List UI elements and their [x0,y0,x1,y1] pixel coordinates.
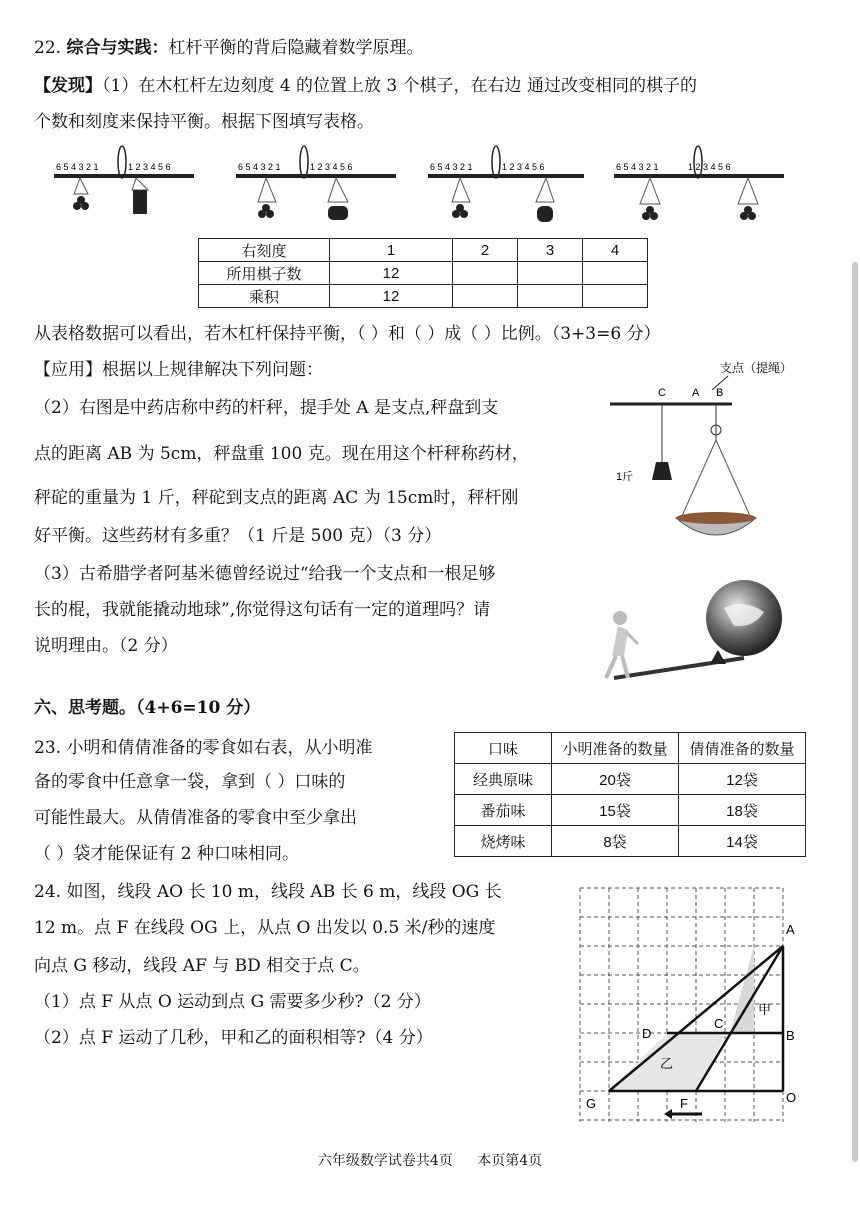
lever-hanger [118,146,126,178]
row-label: 右刻度 [199,239,330,262]
table-row [199,239,648,262]
point-c-label: C [658,387,666,399]
p3-line-2: 长的棍，我就能撬动地球”,你觉得这句话有一定的道理吗？请 [34,600,491,620]
lever-3 [428,146,584,222]
pan-string-left [682,440,716,516]
answer-cell[interactable] [582,262,647,285]
point-a-label: A [692,387,700,399]
lever-bar [428,174,584,178]
table-cell: 12 [330,285,453,308]
table-cell: 经典原味 [455,764,552,795]
table-row [199,285,648,308]
table-cell: 烧烤味 [455,826,552,857]
conclusion-text: 从表格数据可以看出，若木杠杆保持平衡，（ ）和（ ）成（ ）比例。（3+3=6 分） [34,324,661,344]
table-cell: 18袋 [679,795,806,826]
apply-heading: 【应用】根据以上规律解决下列问题： [34,360,323,380]
steelyard-diagram [600,356,840,556]
discover-line-1 [34,72,824,100]
q24-line-2: 12 m。点 F 在线段 OG 上，从点 O 出发以 0.5 米/秒的速度 [34,918,496,938]
q23-line-2: 备的零食中任意拿一袋，拿到（ ）口味的 [34,772,346,792]
table-header-row [455,733,806,764]
scrollbar[interactable] [852,262,858,1162]
table-cell: 8袋 [552,826,679,857]
table-row [455,795,806,826]
q22-title [34,34,824,62]
p3-line-1: （3）古希腊学者阿基米德曾经说过“给我一个支点和一根足够 [34,564,496,584]
p3-line-3: 说明理由。（2 分） [34,636,178,656]
lever-2 [236,146,396,220]
scale-labels-right: 1 2 3 4 5 6 [688,162,731,172]
answer-cell[interactable] [518,285,583,308]
table-row [199,262,648,285]
scale-labels-left: 6 5 4 3 2 1 [56,162,99,172]
discover-line-2: 个数和刻度来保持平衡。根据下图填写表格。 [34,112,374,132]
snack-table [454,732,806,857]
table-cell: 15袋 [552,795,679,826]
lever-diagrams [40,140,800,235]
label-a: A [786,922,795,937]
right-pieces [328,206,348,220]
column-header: 小明准备的数量 [552,733,679,764]
answer-cell[interactable] [518,262,583,285]
table-cell: 1 [330,239,453,262]
label-c: C [714,1016,724,1031]
label-d: D [642,1026,652,1041]
q24-line-5: （2）点 F 运动了几秒，甲和乙的面积相等?（4 分） [34,1028,433,1048]
scale-labels-left: 6 5 4 3 2 1 [238,162,281,172]
discover-label: 【发现】 [34,76,102,96]
region-jia [730,946,754,1033]
scale-labels-left: 6 5 4 3 2 1 [430,162,473,172]
lever-table [198,238,648,308]
label-o: O [786,1090,797,1105]
person-icon [613,611,627,625]
table-row [455,764,806,795]
footer-page-number: 本页第4页 [477,1153,543,1169]
scale-labels-left: 6 5 4 3 2 1 [616,162,659,172]
fulcrum-label: 支点（提绳） [720,361,793,375]
scale-labels-right: 1 2 3 4 5 6 [310,162,353,172]
herbs [676,512,756,524]
table-cell: 14袋 [679,826,806,857]
q23-line-1: 23. 小明和倩倩准备的零食如右表，从小明准 [34,738,373,758]
lever-bar [236,174,396,178]
column-header: 口味 [455,733,552,764]
answer-cell[interactable] [582,285,647,308]
page-footer [0,1150,860,1170]
left-string [74,178,88,194]
section6-heading: 六、思考题。（4+6=10 分） [34,698,261,718]
label-jia: 甲 [758,1002,772,1017]
table-row [455,826,806,857]
weight-icon [652,462,672,480]
table-cell: 2 [453,239,518,262]
archimedes-illustration [594,578,794,688]
table-cell: 12袋 [679,764,806,795]
answer-cell[interactable] [453,285,518,308]
q23-line-3: 可能性最大。从倩倩准备的零食中至少拿出 [34,808,357,828]
column-header: 倩倩准备的数量 [679,733,806,764]
scale-labels-right: 1 2 3 4 5 6 [502,162,545,172]
table-cell: 4 [582,239,647,262]
table-cell: 3 [518,239,583,262]
answer-cell[interactable] [453,262,518,285]
pan-string-right [716,440,750,516]
q24-line-1: 24. 如图，线段 AO 长 10 m，线段 AB 长 6 m，线段 OG 长 [34,882,502,902]
label-b: B [786,1028,795,1043]
footer-total-pages: 六年级数学试卷共4页 [317,1153,453,1169]
p2-line-3: 秤砣的重量为 1 斤，秤砣到支点的距离 AC 为 15cm时，秤杆刚 [34,488,519,508]
p2-line-1: （2）右图是中药店称中药的杆秤，提手处 A 是支点,秤盘到支 [34,398,499,418]
q24-line-3: 向点 G 移动，线段 AF 与 BD 相交于点 C。 [34,956,370,976]
q23-line-4: （ ）袋才能保证有 2 种口味相同。 [34,844,300,864]
p2-line-4: 好平衡。这些药材有多重？（1 斤是 500 克）（3 分） [34,526,442,546]
row-label: 所用棋子数 [199,262,330,285]
fulcrum-icon [710,650,726,664]
scale-labels-right: 1 2 3 4 5 6 [128,162,171,172]
label-yi: 乙 [660,1056,674,1071]
lever-1 [54,146,194,214]
question-topic: 综合与实践： [66,38,169,58]
question-intro: 杠杆平衡的背后隐藏着数学原理。 [168,38,424,58]
lever-4 [614,146,784,220]
table-cell: 12 [330,262,453,285]
q24-line-4: （1）点 F 从点 O 运动到点 G 需要多少秒?（2 分） [34,992,431,1012]
geometry-diagram [572,880,812,1130]
question-number: 22. [34,38,62,58]
discover-text-1: （1）在木杠杆左边刻度 4 的位置上放 3 个棋子，在右边 通过改变相同的棋子的 [102,76,697,96]
right-pieces [133,190,147,214]
weight-label: 1斤 [616,471,634,483]
p2-line-2: 点的距离 AB 为 5cm，秤盘重 100 克。现在用这个杆秤称药材， [34,444,529,464]
point-b-label: B [716,387,724,399]
label-g: G [586,1096,597,1111]
left-pieces [77,196,85,204]
right-pieces [537,206,553,222]
table-cell: 20袋 [552,764,679,795]
label-f: F [680,1096,688,1111]
table-cell: 番茄味 [455,795,552,826]
row-label: 乘积 [199,285,330,308]
lever-stick [614,658,744,678]
